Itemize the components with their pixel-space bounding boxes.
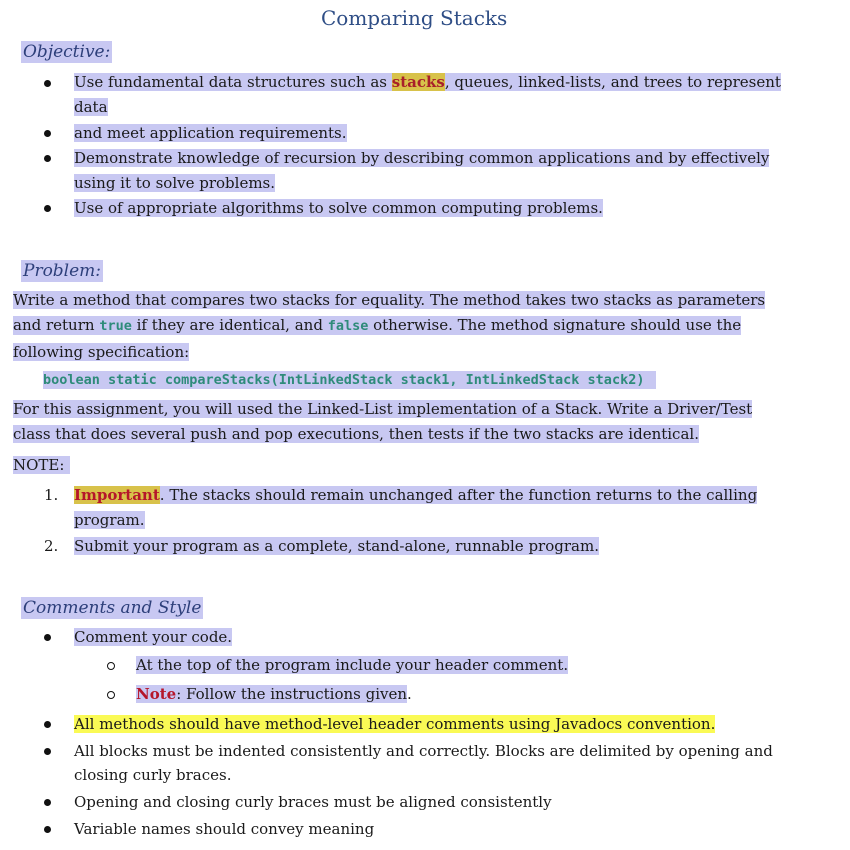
bullet-dot	[44, 799, 51, 806]
sub-bullet-circle	[107, 691, 115, 699]
note-item-1-cont: program.	[74, 511, 145, 529]
important-label: Important	[74, 486, 160, 504]
objective-bullet-1-cont: data	[74, 98, 108, 116]
problem-line-2: and return true if they are identical, and false otherwise. The method signature should use the	[13, 316, 742, 334]
note-item-2: Submit your program as a complete, stand-alone, runnable program.	[74, 537, 599, 555]
method-signature: boolean static compareStacks(IntLinkedStack stack1, IntLinkedStack stack2)	[43, 371, 656, 389]
highlight-stacks: stacks	[391, 73, 445, 91]
objective-bullet-3: Demonstrate knowledge of recursion by describing common applications and by effectively	[74, 149, 770, 167]
note-label: NOTE:	[13, 456, 70, 474]
problem-heading: Problem:	[23, 261, 102, 281]
bullet-dot	[44, 721, 51, 728]
page-title: Comparing Stacks	[321, 6, 508, 30]
objective-bullet-3-cont: using it to solve problems.	[74, 174, 276, 192]
note-item-1: Important. The stacks should remain unchanged after the function returns to the calling	[74, 486, 758, 504]
comments-bullet-1: Comment your code.	[74, 628, 233, 646]
sub-bullet-circle	[107, 662, 115, 670]
comments-heading: Comments and Style	[23, 598, 202, 618]
note-number-2: 2.	[44, 537, 59, 555]
comments-bullet-2: All methods should have method-level header comments using Javadocs convention.	[74, 715, 716, 733]
objective-bullet-4: Use of appropriate algorithms to solve common computing problems.	[74, 199, 603, 217]
code-true: true	[99, 318, 132, 334]
bullet-dot	[44, 130, 51, 137]
comments-sub-bullet-1: At the top of the program include your header comment.	[136, 656, 569, 674]
code-false: false	[327, 318, 369, 334]
comments-bullet-5: Variable names should convey meaning	[74, 820, 375, 838]
comments-bullet-3: All blocks must be indented consistently and correctly. Blocks are delimited by opening and	[74, 742, 773, 760]
bullet-dot	[44, 748, 51, 755]
problem-line-3: following specification:	[13, 343, 190, 361]
bullet-dot	[44, 80, 51, 87]
assignment-line-1: For this assignment, you will used the Linked-List implementation of a Stack. Write a Driver/Test	[13, 400, 753, 418]
objective-bullet-2: and meet application requirements.	[74, 124, 347, 142]
bullet-dot	[44, 155, 51, 162]
objective-heading: Objective:	[23, 42, 111, 62]
bullet-dot	[44, 634, 51, 641]
comments-bullet-3-cont: closing curly braces.	[74, 766, 232, 784]
assignment-line-2: class that does several push and pop executions, then tests if the two stacks are identical.	[13, 425, 699, 443]
comments-sub-bullet-2: Note: Follow the instructions given.	[136, 685, 412, 703]
note-label-red: Note	[136, 685, 177, 703]
bullet-dot	[44, 826, 51, 833]
problem-line-1: Write a method that compares two stacks for equality. The method takes two stacks as parameters	[13, 291, 766, 309]
comments-bullet-4: Opening and closing curly braces must be aligned consistently	[74, 793, 552, 811]
note-number-1: 1.	[44, 486, 59, 504]
bullet-dot	[44, 205, 51, 212]
objective-bullet-1: Use fundamental data structures such as stacks, queues, linked-lists, and trees to represent	[74, 73, 781, 91]
